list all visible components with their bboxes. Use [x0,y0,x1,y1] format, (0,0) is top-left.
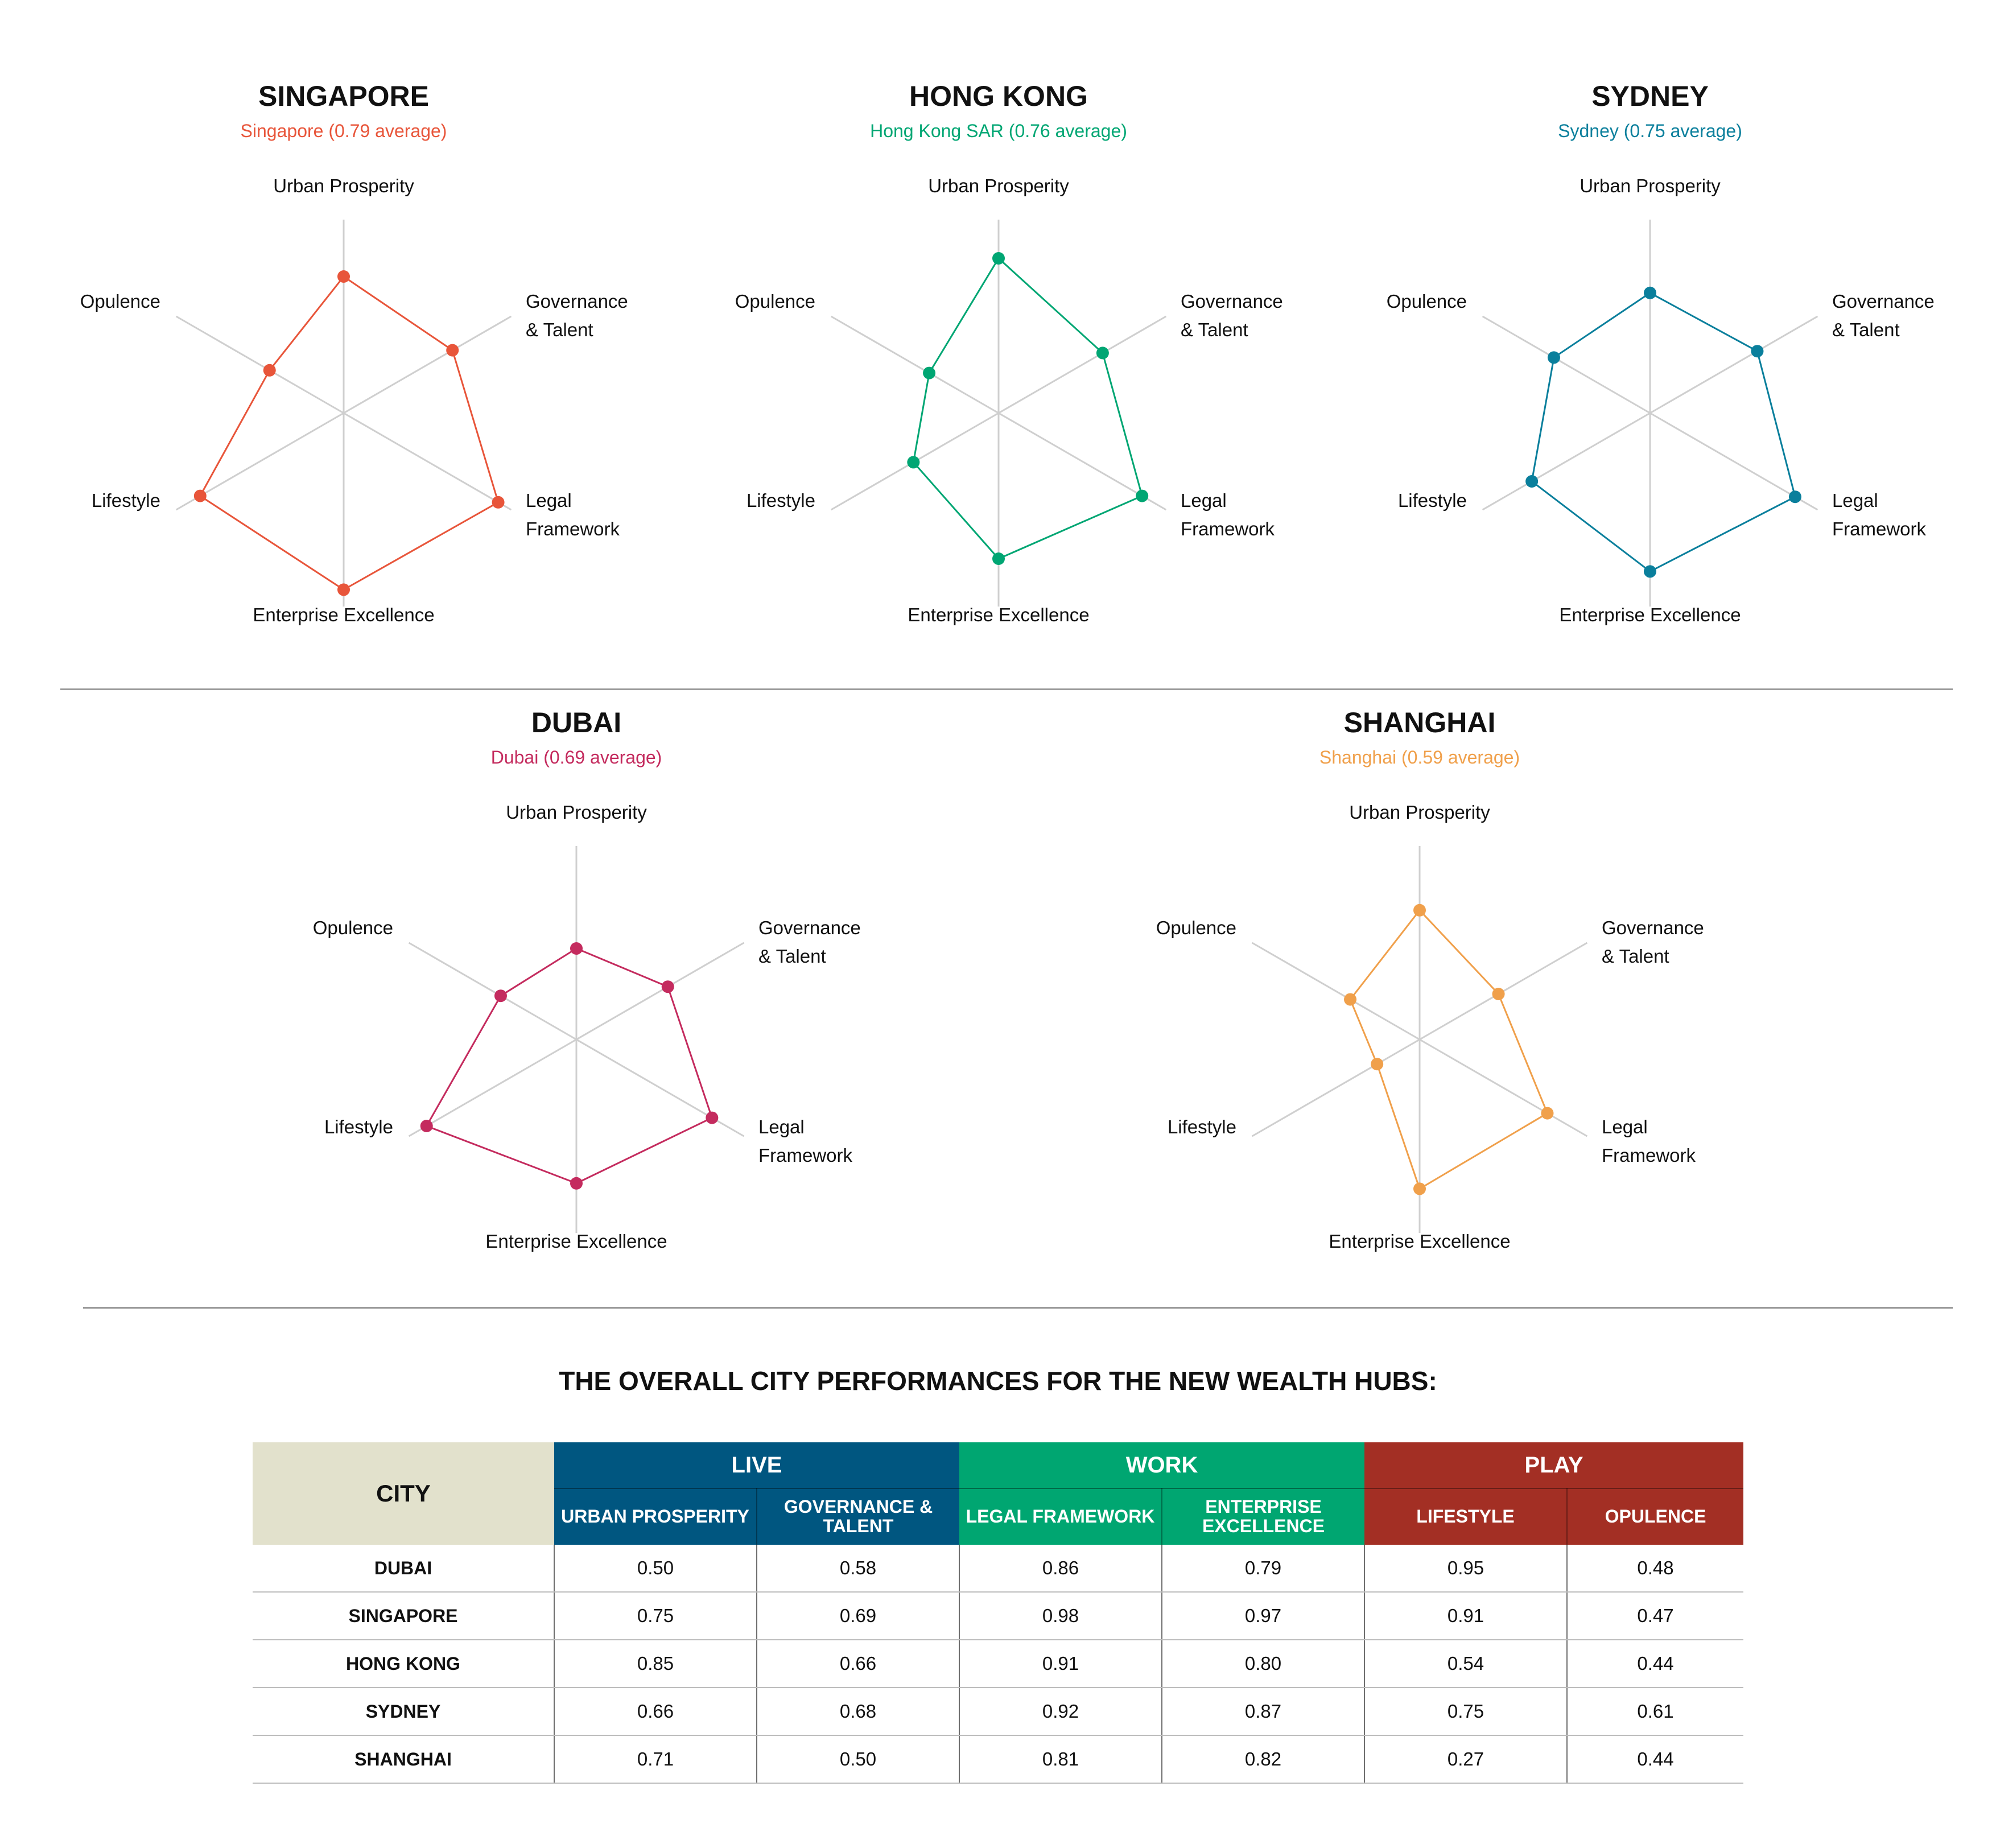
axis-line-opulence [1252,943,1420,1040]
chart-subtitle: Hong Kong SAR (0.76 average) [870,121,1127,141]
axis-line-legal-framework [1420,1040,1587,1136]
table-cell-value: 0.50 [554,1545,757,1592]
axis-label-enterprise-excellence: Enterprise Excellence [485,1231,667,1252]
data-point-urban-prosperity [1413,904,1426,917]
table-cell-value: 0.47 [1567,1592,1743,1640]
axis-label-urban-prosperity: Urban Prosperity [1349,802,1490,823]
data-point-lifestyle [420,1120,433,1132]
chart-title: DUBAI [531,707,622,739]
axis-label-legal-framework: Legal Framework [1602,1116,1696,1166]
section-divider-top [60,688,1953,690]
data-point-urban-prosperity [1644,287,1656,299]
axis-label-opulence: Opulence [1156,917,1236,938]
axis-label-urban-prosperity: Urban Prosperity [1580,175,1721,196]
table-cell-city: SINGAPORE [253,1592,554,1640]
axis-label-governance-talent: Governance & Talent [1602,917,1704,967]
radar-chart-sydney [1337,80,1963,663]
column-header-urban-prosperity: URBAN PROSPERITY [554,1488,757,1545]
table-cell-value: 0.97 [1162,1592,1364,1640]
table-cell-value: 0.86 [959,1545,1162,1592]
table-cell-value: 0.91 [959,1640,1162,1688]
city-performance-table [253,1442,1743,1784]
data-point-opulence [263,364,276,377]
axis-label-legal-framework: Legal Framework [758,1116,853,1166]
axis-label-enterprise-excellence: Enterprise Excellence [253,604,435,625]
axis-label-governance-talent: Governance & Talent [1181,291,1283,340]
data-point-legal-framework [1789,490,1801,503]
axis-label-enterprise-excellence: Enterprise Excellence [1329,1231,1511,1252]
data-point-urban-prosperity [992,252,1005,265]
axis-line-governance-talent [344,316,511,413]
column-header-governance-talent: GOVERNANCE & TALENT [757,1488,959,1545]
data-point-governance-talent [446,344,459,357]
table-cell-value: 0.68 [757,1688,959,1735]
table-cell-value: 0.85 [554,1640,757,1688]
axis-line-opulence [1483,316,1650,413]
table-cell-value: 0.71 [554,1735,757,1783]
radar-chart-shanghai [1107,707,1733,1290]
table-cell-value: 0.95 [1364,1545,1567,1592]
axis-label-urban-prosperity: Urban Prosperity [928,175,1069,196]
data-point-governance-talent [1492,988,1505,1000]
data-point-opulence [494,989,507,1002]
data-point-legal-framework [1136,490,1148,502]
column-header-legal-framework: LEGAL FRAMEWORK [959,1488,1162,1545]
table-cell-value: 0.75 [1364,1688,1567,1735]
column-header-enterprise-excellence: ENTERPRISE EXCELLENCE [1162,1488,1364,1545]
table-cell-value: 0.61 [1567,1688,1743,1735]
table-title: THE OVERALL CITY PERFORMANCES FOR THE NEW WEALTH HUBS: [559,1366,1437,1396]
column-header-opulence: OPULENCE [1567,1488,1743,1545]
chart-title: SHANGHAI [1343,707,1496,739]
data-point-legal-framework [1541,1107,1553,1120]
radar-chart-hong-kong [686,80,1312,663]
data-point-enterprise-excellence [992,552,1005,565]
axis-label-lifestyle: Lifestyle [1167,1116,1236,1137]
axis-label-enterprise-excellence: Enterprise Excellence [1559,604,1741,625]
table-cell-value: 0.92 [959,1688,1162,1735]
data-point-enterprise-excellence [570,1177,583,1190]
axis-line-opulence [409,943,576,1040]
chart-subtitle: Dubai (0.69 average) [490,747,662,768]
table-cell-value: 0.54 [1364,1640,1567,1688]
axis-label-opulence: Opulence [735,291,815,312]
group-header-play: PLAY [1364,1442,1743,1488]
data-point-lifestyle [1525,475,1538,488]
chart-subtitle: Sydney (0.75 average) [1558,121,1742,141]
axis-line-lifestyle [1252,1040,1420,1136]
axis-label-lifestyle: Lifestyle [1397,490,1467,511]
axis-label-urban-prosperity: Urban Prosperity [273,175,414,196]
table-cell-value: 0.48 [1567,1545,1743,1592]
table-row [253,1640,1743,1688]
table-cell-value: 0.87 [1162,1688,1364,1735]
table-cell-value: 0.98 [959,1592,1162,1640]
table-cell-value: 0.27 [1364,1735,1567,1783]
table-cell-city: HONG KONG [253,1640,554,1688]
chart-title: HONG KONG [909,80,1088,112]
chart-title: SINGAPORE [258,80,430,112]
series-outline [1532,293,1795,572]
axis-label-governance-talent: Governance & Talent [526,291,628,340]
data-point-urban-prosperity [570,942,583,955]
axis-label-urban-prosperity: Urban Prosperity [506,802,647,823]
group-header-live: LIVE [554,1442,959,1488]
axis-label-legal-framework: Legal Framework [1181,490,1275,539]
chart-subtitle: Shanghai (0.59 average) [1319,747,1520,768]
axis-label-governance-talent: Governance & Talent [758,917,861,967]
data-point-lifestyle [907,456,919,468]
axis-line-governance-talent [576,943,744,1040]
table-row [253,1545,1743,1592]
axis-label-opulence: Opulence [312,917,393,938]
axis-label-legal-framework: Legal Framework [526,490,620,539]
data-point-legal-framework [492,496,505,509]
data-point-enterprise-excellence [1413,1182,1426,1195]
axis-line-legal-framework [576,1040,744,1136]
table-cell-city: SHANGHAI [253,1735,554,1783]
section-divider-bottom [83,1307,1953,1309]
table-body [253,1545,1743,1783]
table-cell-value: 0.75 [554,1592,757,1640]
radar-chart-dubai [263,707,889,1290]
table-cell-value: 0.66 [757,1640,959,1688]
axis-label-lifestyle: Lifestyle [746,490,815,511]
axis-line-lifestyle [1483,413,1650,510]
axis-line-lifestyle [409,1040,576,1136]
table-cell-value: 0.80 [1162,1640,1364,1688]
axis-label-legal-framework: Legal Framework [1832,490,1927,539]
table-cell-value: 0.82 [1162,1735,1364,1783]
data-point-enterprise-excellence [337,583,350,596]
axis-label-lifestyle: Lifestyle [324,1116,393,1137]
axis-label-enterprise-excellence: Enterprise Excellence [908,604,1090,625]
table-cell-value: 0.58 [757,1545,959,1592]
data-point-urban-prosperity [337,270,350,283]
data-point-lifestyle [1371,1058,1383,1070]
axis-line-governance-talent [999,316,1166,413]
table-cell-value: 0.91 [1364,1592,1567,1640]
table-cell-value: 0.69 [757,1592,959,1640]
axis-label-governance-talent: Governance & Talent [1832,291,1935,340]
series-outline [1350,910,1547,1189]
table-cell-value: 0.44 [1567,1735,1743,1783]
table-cell-value: 0.79 [1162,1545,1364,1592]
data-point-governance-talent [662,980,674,993]
axis-line-opulence [176,316,344,413]
axis-line-opulence [831,316,999,413]
series-outline [200,277,498,589]
table-cell-city: DUBAI [253,1545,554,1592]
table-cell-value: 0.50 [757,1735,959,1783]
axis-label-opulence: Opulence [1386,291,1467,312]
group-header-work: WORK [959,1442,1364,1488]
table-cell-city: SYDNEY [253,1688,554,1735]
table-row [253,1592,1743,1640]
data-point-opulence [1548,351,1560,364]
radar-chart-singapore [31,80,657,663]
axis-label-opulence: Opulence [80,291,160,312]
chart-title: SYDNEY [1591,80,1709,112]
city-header: CITY [253,1442,554,1545]
data-point-legal-framework [706,1112,718,1124]
series-outline [913,258,1142,559]
table-row [253,1688,1743,1735]
axis-line-governance-talent [1650,316,1817,413]
table-cell-value: 0.81 [959,1735,1162,1783]
column-header-lifestyle: LIFESTYLE [1364,1488,1567,1545]
table-cell-value: 0.66 [554,1688,757,1735]
data-point-opulence [923,367,935,380]
data-point-enterprise-excellence [1644,565,1656,578]
table-cell-value: 0.44 [1567,1640,1743,1688]
data-point-lifestyle [194,490,207,502]
data-point-governance-talent [1096,346,1109,359]
data-point-governance-talent [1751,345,1763,357]
chart-subtitle: Singapore (0.79 average) [240,121,447,141]
table-row [253,1735,1743,1783]
axis-label-lifestyle: Lifestyle [91,490,160,511]
data-point-opulence [1344,993,1356,1006]
